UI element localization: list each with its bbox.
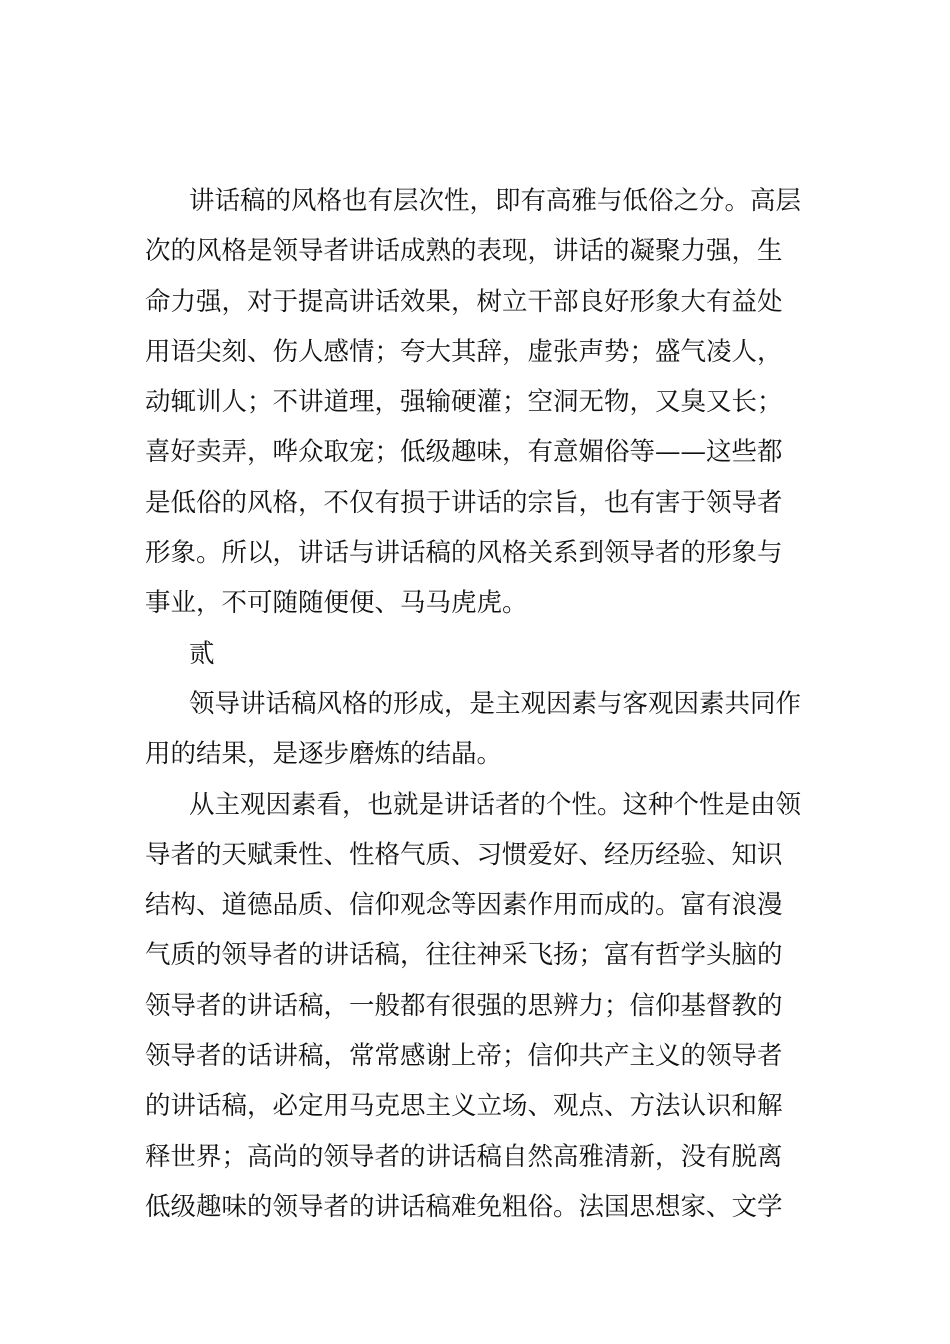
paragraph-3-line-9: 低级趣味的领导者的讲话稿难免粗俗。法国思想家、文学 xyxy=(145,1191,783,1222)
paragraph-1-line-8: 形象。所以，讲话与讲话稿的风格关系到领导者的形象与 xyxy=(145,538,783,569)
paragraph-1-line-7: 是低俗的风格，不仅有损于讲话的宗旨，也有害于领导者 xyxy=(145,487,783,518)
paragraph-3-line-6: 领导者的话讲稿，常常感谢上帝；信仰共产主义的领导者 xyxy=(145,1041,783,1072)
paragraph-1-line-4: 用语尖刻、伤人感情；夸大其辞，虚张声势；盛气凌人， xyxy=(145,336,783,367)
paragraph-1-line-1: 讲话稿的风格也有层次性，即有高雅与低俗之分。高层 xyxy=(189,186,802,216)
section-heading: 贰 xyxy=(189,638,215,669)
paragraph-1-line-3: 命力强，对于提高讲话效果，树立干部良好形象大有益处 xyxy=(145,286,783,317)
paragraph-3-line-1: 从主观因素看，也就是讲话者的个性。这种个性是由领 xyxy=(189,789,802,820)
paragraph-3-line-2: 导者的天赋秉性、性格气质、习惯爱好、经历经验、知识 xyxy=(145,839,783,870)
paragraph-1-line-5: 动辄训人；不讲道理，强输硬灌；空洞无物，又臭又长； xyxy=(145,387,783,418)
body-text xyxy=(145,176,810,1232)
paragraph-3-line-8: 释世界；高尚的领导者的讲话稿自然高雅清新，没有脱离 xyxy=(145,1141,783,1172)
paragraph-2-line-2: 用的结果，是逐步磨炼的结晶。 xyxy=(145,739,503,770)
paragraph-1-line-9: 事业，不可随随便便、马马虎虎。 xyxy=(145,588,528,619)
paragraph-2-line-1: 领导讲话稿风格的形成，是主观因素与客观因素共同作 xyxy=(189,688,802,719)
paragraph-3-line-5: 领导者的讲话稿，一般都有很强的思辨力；信仰基督教的 xyxy=(145,990,783,1021)
paragraph-3-line-3: 结构、道德品质、信仰观念等因素作用而成的。富有浪漫 xyxy=(145,890,783,921)
paragraph-3-line-4: 气质的领导者的讲话稿，往往神采飞扬；富有哲学头脑的 xyxy=(145,940,783,971)
paragraph-1-line-6: 喜好卖弄，哗众取宠；低级趣味，有意媚俗等——这些都 xyxy=(145,437,783,468)
paragraph-3-line-7: 的讲话稿，必定用马克思主义立场、观点、方法认识和解 xyxy=(145,1091,783,1122)
paragraph-1-line-2: 次的风格是领导者讲话成熟的表现，讲话的凝聚力强，生 xyxy=(145,236,783,267)
